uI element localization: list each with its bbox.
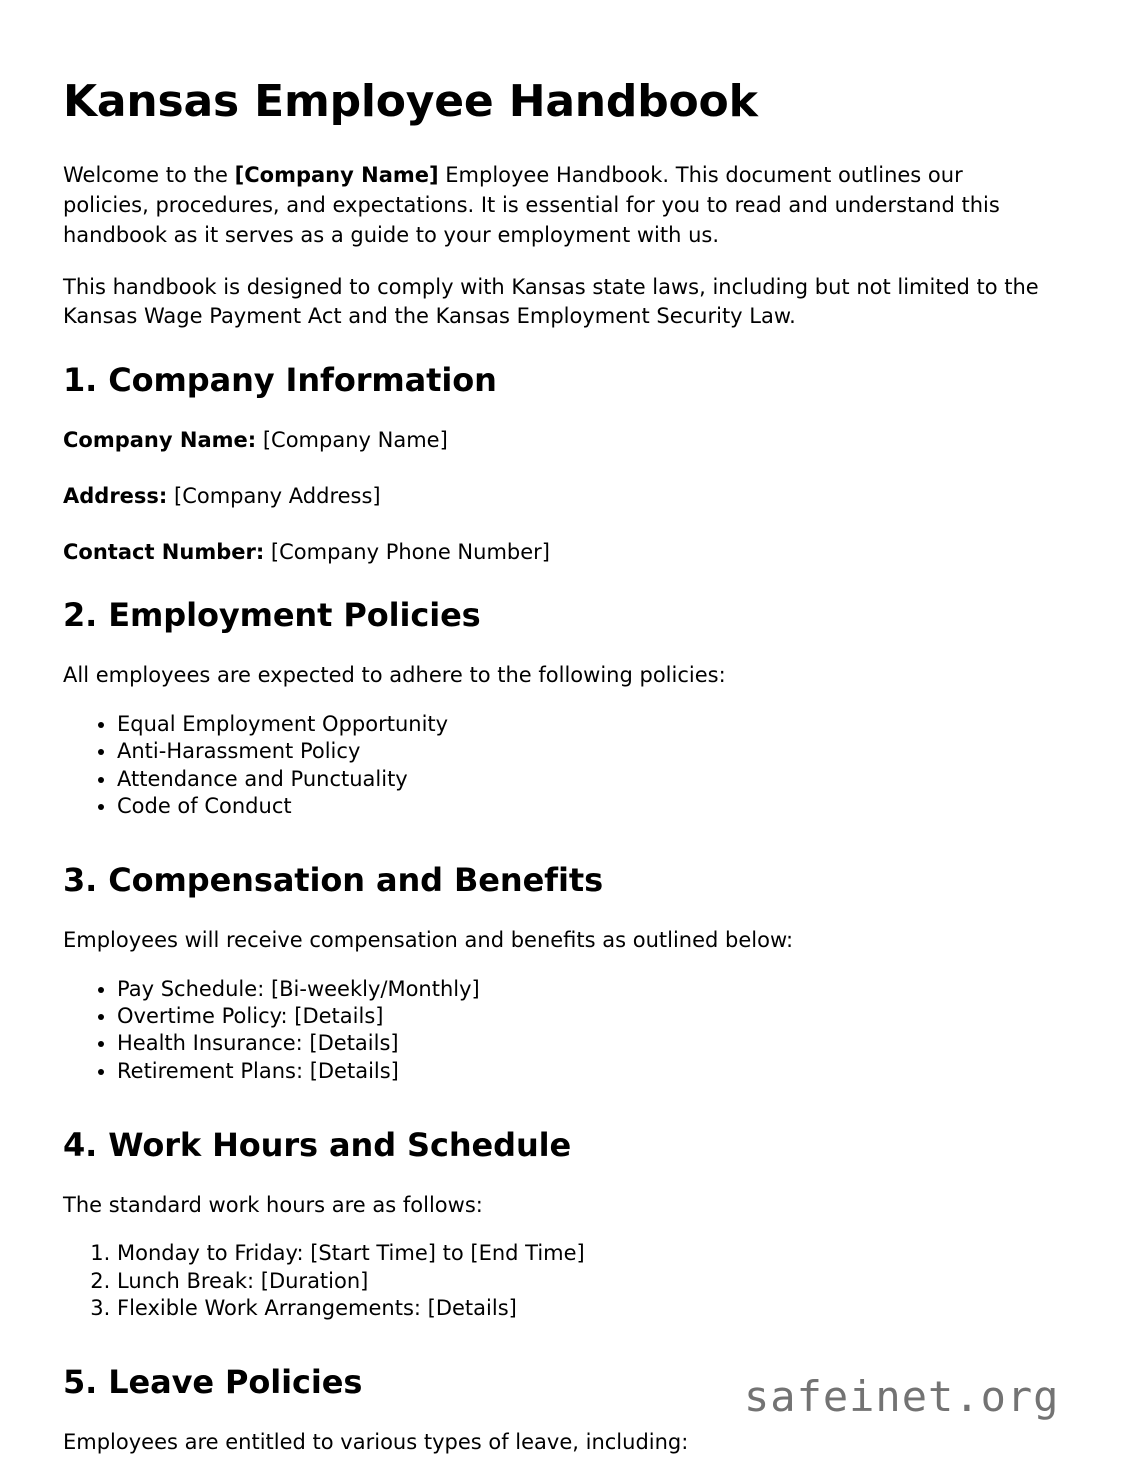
field-address — [63, 482, 1045, 512]
field-company-name — [63, 426, 1045, 456]
field-address-label: Address: — [63, 483, 168, 508]
list-item: • Pay Schedule: [Bi-weekly/Monthly] — [117, 976, 1045, 1003]
list-item: • Retirement Plans: [Details] — [117, 1058, 1045, 1085]
section-heading-leave-policies: 5. Leave Policies — [63, 1363, 363, 1402]
employment-policies-list — [63, 711, 1045, 820]
intro-paragraph-2: This handbook is designed to comply with Kansas state laws, including but not limited to the Kansas Wage Payment Act and the Kansas Employment Security Law. — [63, 274, 1039, 329]
watermark: safeinet.org — [744, 1372, 1060, 1421]
leave-policies-lead: Employees are entitled to various types of leave, including: — [63, 1430, 689, 1455]
employment-policies-lead: All employees are expected to adhere to the following policies: — [63, 663, 726, 688]
list-item: • Equal Employment Opportunity — [117, 711, 1045, 738]
field-contact-number-label: Contact Number: — [63, 539, 265, 564]
section-heading-company-information: 1. Company Information — [63, 361, 497, 400]
field-address-value: [Company Address] — [174, 483, 381, 508]
field-contact-number-value: [Company Phone Number] — [270, 539, 550, 564]
list-item: • Health Insurance: [Details] — [117, 1030, 1045, 1057]
compensation-benefits-list — [63, 976, 1045, 1085]
list-item: 2. Lunch Break: [Duration] — [117, 1268, 1045, 1295]
list-item: • Overtime Policy: [Details] — [117, 1003, 1045, 1030]
field-company-name-label: Company Name: — [63, 427, 257, 452]
intro-paragraph-1-before: Welcome to the — [63, 163, 235, 188]
list-item: • Code of Conduct — [117, 793, 1045, 820]
work-hours-list — [63, 1240, 1045, 1322]
list-item: 1. Monday to Friday: [Start Time] to [End Time] — [117, 1240, 1045, 1267]
section-heading-work-hours-and-schedule: 4. Work Hours and Schedule — [63, 1125, 572, 1164]
list-item: • Anti-Harassment Policy — [117, 738, 1045, 765]
company-name-placeholder: [Company Name] — [234, 163, 439, 188]
work-hours-lead: The standard work hours are as follows: — [63, 1192, 483, 1217]
field-company-name-value: [Company Name] — [262, 427, 448, 452]
section-heading-compensation-and-benefits: 3. Compensation and Benefits — [63, 861, 604, 900]
list-item: 3. Flexible Work Arrangements: [Details] — [117, 1295, 1045, 1322]
page-title: Kansas Employee Handbook — [63, 76, 758, 127]
field-contact-number — [63, 538, 1045, 568]
intro-paragraph-1 — [63, 161, 1045, 250]
section-heading-employment-policies: 2. Employment Policies — [63, 596, 481, 635]
compensation-lead: Employees will receive compensation and benefits as outlined below: — [63, 927, 794, 952]
intro-paragraph-1-after: Employee Handbook. This document outlines our policies, procedures, and expectations. It is essential for you to read and understand this handbook as it serves as a guide to your employment with us. — [63, 163, 1000, 247]
list-item: • Attendance and Punctuality — [117, 766, 1045, 793]
